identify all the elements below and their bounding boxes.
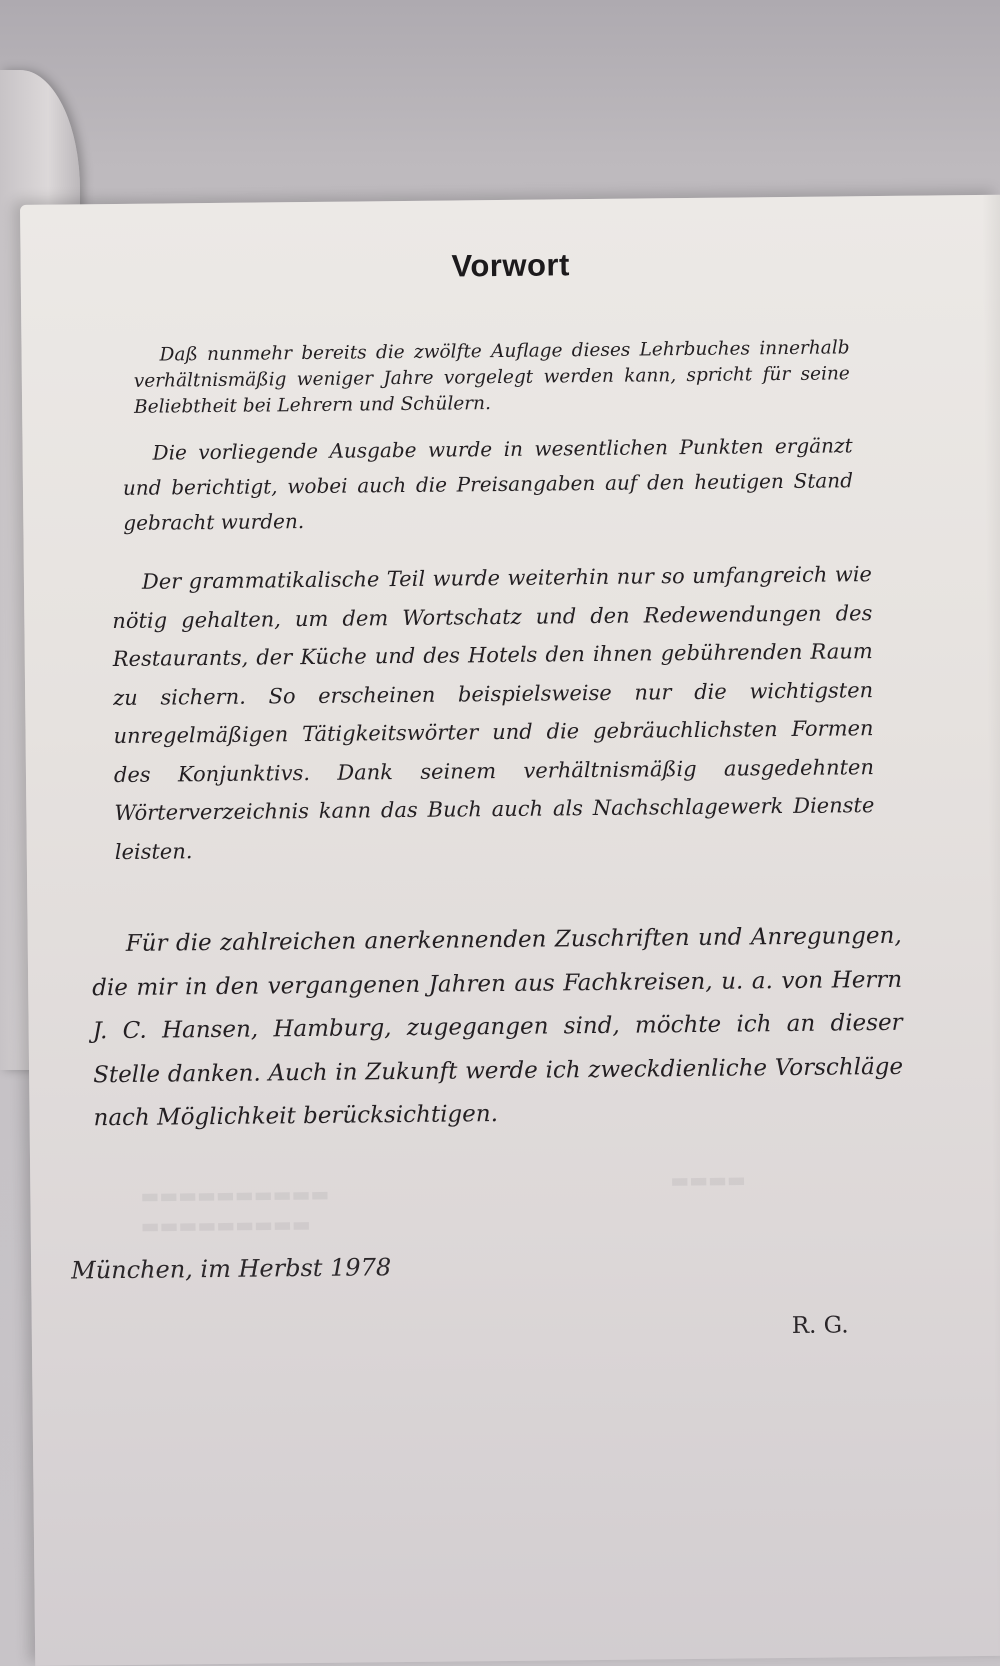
paragraph-3: Der grammatikalische Teil wurde weiterhin nur so umfangreich wie nötig gehalten, um dem Wortschatz und den Redewendungen des Restaurants, der Küche und des Hotels den ihnen gebührenden Raum zu sichern. So erscheinen beispielsweise nur die wichtigsten unregelmäßigen Tätigkeitswörter und die gebräuchlichsten Formen des Konjunktivs. Dank seinem verhältnismäßig ausgedehnten Wörterverzeichnis kann das Buch auch als Nachschlagewerk Dienste leisten. — [112, 562, 875, 864]
page-shadow-edge — [982, 195, 1000, 1656]
page-title: Vorwort — [451, 247, 570, 284]
author-initials: R. G. — [791, 1312, 849, 1339]
paragraph-1: Daß nunmehr bereits die zwölfte Auflage dieses Lehrbuches innerhalb verhältnismäßig weniger Jahre vorgelegt werden kann, spricht für seine Beliebtheit bei Lehrern und Schülern. — [133, 336, 850, 418]
place-and-date: München, im Herbst 1978 — [71, 1253, 392, 1285]
paragraph-4: Für die zahlreichen anerkennenden Zuschriften und Anregungen, die mir in den vergangenen Jahren aus Fachkreisen, u. a. von Herrn J. C. Hansen, Hamburg, zugegangen sind, möchte ich an dieser Stelle danken. Auch in Zukunft werde ich zweckdienliche Vorschläge nach Möglichkeit berücksichtigen. — [92, 922, 904, 1132]
show-through-text: ▬▬▬▬ — [670, 1167, 746, 1193]
show-through-text: ▬▬▬▬▬▬▬▬▬ — [140, 1212, 311, 1238]
paragraph-2: Die vorliegende Ausgabe wurde in wesentlichen Punkten ergänzt und berichtigt, wobei auch die Preisangaben auf den heutigen Stand gebracht wurden. — [122, 433, 854, 535]
book-page — [20, 195, 1000, 1666]
show-through-text: ▬▬▬▬▬▬▬▬▬▬ — [140, 1181, 330, 1208]
